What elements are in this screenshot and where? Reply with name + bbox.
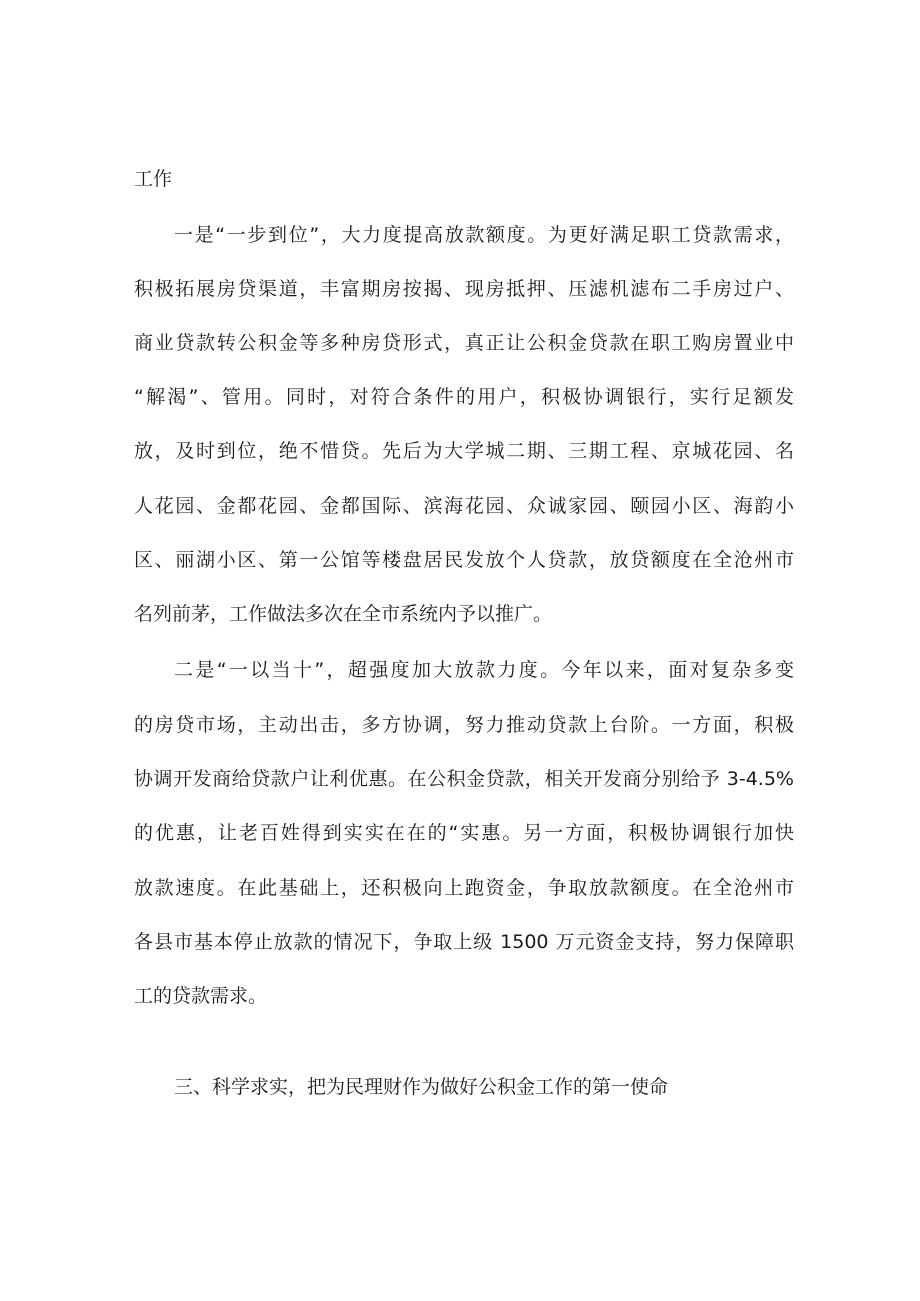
paragraph-line: 名列前茅，工作做法多次在全市系统内予以推广。: [134, 603, 553, 625]
continued-line: 工作: [134, 168, 173, 190]
paragraph-line: 区、丽湖小区、第一公馆等楼盘居民发放个人贷款，放贷额度在全沧州市: [134, 549, 794, 571]
paragraph-line: 商业贷款转公积金等多种房贷形式，真正让公积金贷款在职工购房置业中: [134, 332, 794, 354]
paragraph-line: 放，及时到位，绝不惜贷。先后为大学城二期、三期工程、京城花园、名: [134, 440, 794, 462]
paragraph-line: 的房贷市场，主动出击，多方协调，努力推动贷款上台阶。一方面，积极: [134, 714, 794, 736]
paragraph-line: 的优惠，让老百姓得到实实在在的“实惠。另一方面，积极协调银行加快: [134, 822, 794, 844]
paragraph-line: 各县市基本停止放款的情况下，争取上级 1500 万元资金支持，努力保障职: [134, 931, 794, 953]
paragraph-line: 协调开发商给贷款户让利优惠。在公积金贷款，相关开发商分别给予 3-4.5%: [134, 768, 794, 790]
paragraph-line: 工的贷款需求。: [134, 985, 268, 1007]
paragraph-line: 人花园、金都花园、金都国际、滨海花园、众诚家园、颐园小区、海韵小: [134, 495, 794, 517]
paragraph-line: 积极拓展房贷渠道，丰富期房按揭、现房抵押、压滤机滤布二手房过户、: [134, 278, 794, 300]
section-heading: 三、科学求实，把为民理财作为做好公积金工作的第一使命: [174, 1076, 669, 1098]
paragraph-line: 二是“一以当十”，超强度加大放款力度。今年以来，面对复杂多变: [174, 659, 794, 681]
paragraph-line: “解渴”、管用。同时，对符合条件的用户，积极协调银行，实行足额发: [134, 386, 794, 408]
paragraph-line: 一是“一步到位”，大力度提高放款额度。为更好满足职工贷款需求，: [174, 224, 794, 246]
paragraph-line: 放款速度。在此基础上，还积极向上跑资金，争取放款额度。在全沧州市: [134, 877, 794, 899]
